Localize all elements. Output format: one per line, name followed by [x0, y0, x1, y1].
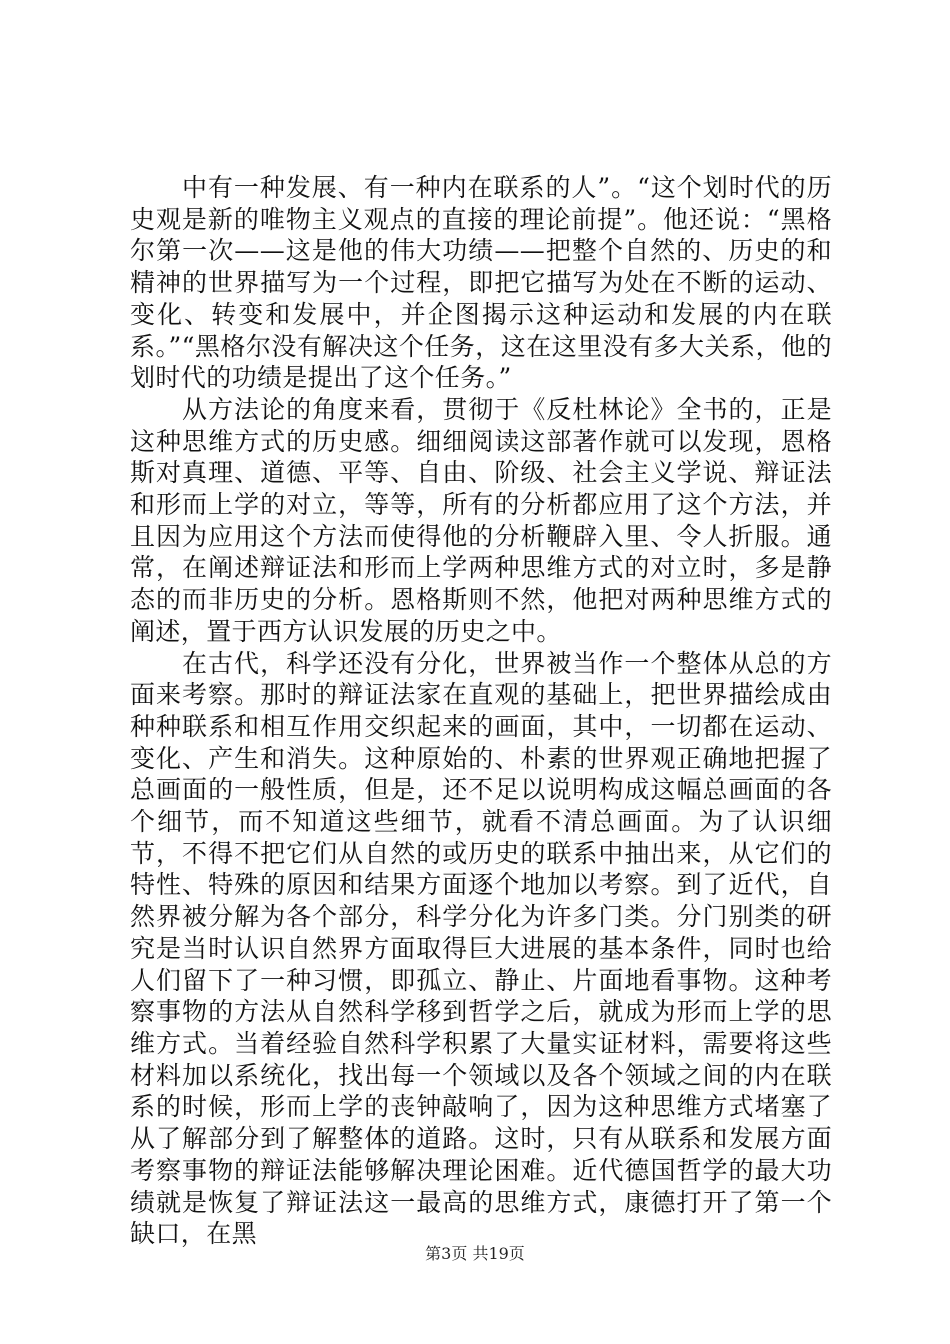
- paragraph-2: 从方法论的角度来看，贯彻于《反杜林论》全书的，正是这种思维方式的历史感。细细阅读这部著作就可以发现，恩格斯对真理、道德、平等、自由、阶级、社会主义学说、辩证法和形而上学的对立，等等，所有的分析都应用了这个方法，并且因为应用这个方法而使得他的分析鞭辟入里、令人折服。通常，在阐述辩证法和形而上学两种思维方式的对立时，多是静态的而非历史的分析。恩格斯则不然，他把对两种思维方式的阐述，置于西方认识发展的历史之中。: [130, 394, 832, 646]
- page-number-footer: 第3页 共19页: [425, 1244, 525, 1263]
- paragraph-3: 在古代，科学还没有分化，世界被当作一个整体从总的方面来考察。那时的辩证法家在直观的基础上，把世界描绘成由种种联系和相互作用交织起来的画面，其中，一切都在运动、变化、产生和消失。这种原始的、朴素的世界观正确地把握了总画面的一般性质，但是，还不足以说明构成这幅总画面的各个细节，而不知道这些细节，就看不清总画面。为了认识细节，不得不把它们从自然的或历史的联系中抽出来，从它们的特性、特殊的原因和结果方面逐个地加以考察。到了近代，自然界被分解为各个部分，科学分化为许多门类。分门别类的研究是当时认识自然界方面取得巨大进展的基本条件，同时也给人们留下了一种习惯，即孤立、静止、片面地看事物。这种考察事物的方法从自然科学移到哲学之后，就成为形而上学的思维方式。当着经验自然科学积累了大量实证材料，需要将这些材料加以系统化，找出每一个领域以及各个领域之间的内在联系的时候，形而上学的丧钟敲响了，因为这种思维方式堵塞了从了解部分到了解整体的道路。这时，只有从联系和发展方面考察事物的辩证法能够解决理论困难。近代德国哲学的最大功绩就是恢复了辩证法这一最高的思维方式，康德打开了第一个缺口，在黑: [130, 648, 832, 1249]
- paragraph-1: 中有一种发展、有一种内在联系的人”。“这个划时代的历史观是新的唯物主义观点的直接的理论前提”。他还说：“黑格尔第一次——这是他的伟大功绩——把整个自然的、历史的和精神的世界描写为一个过程，即把它描写为处在不断的运动、变化、转变和发展中，并企图揭示这种运动和发展的内在联系。”“黑格尔没有解决这个任务，这在这里没有多大关系，他的划时代的功绩是提出了这个任务。”: [130, 173, 832, 393]
- document-body: [130, 172, 832, 1250]
